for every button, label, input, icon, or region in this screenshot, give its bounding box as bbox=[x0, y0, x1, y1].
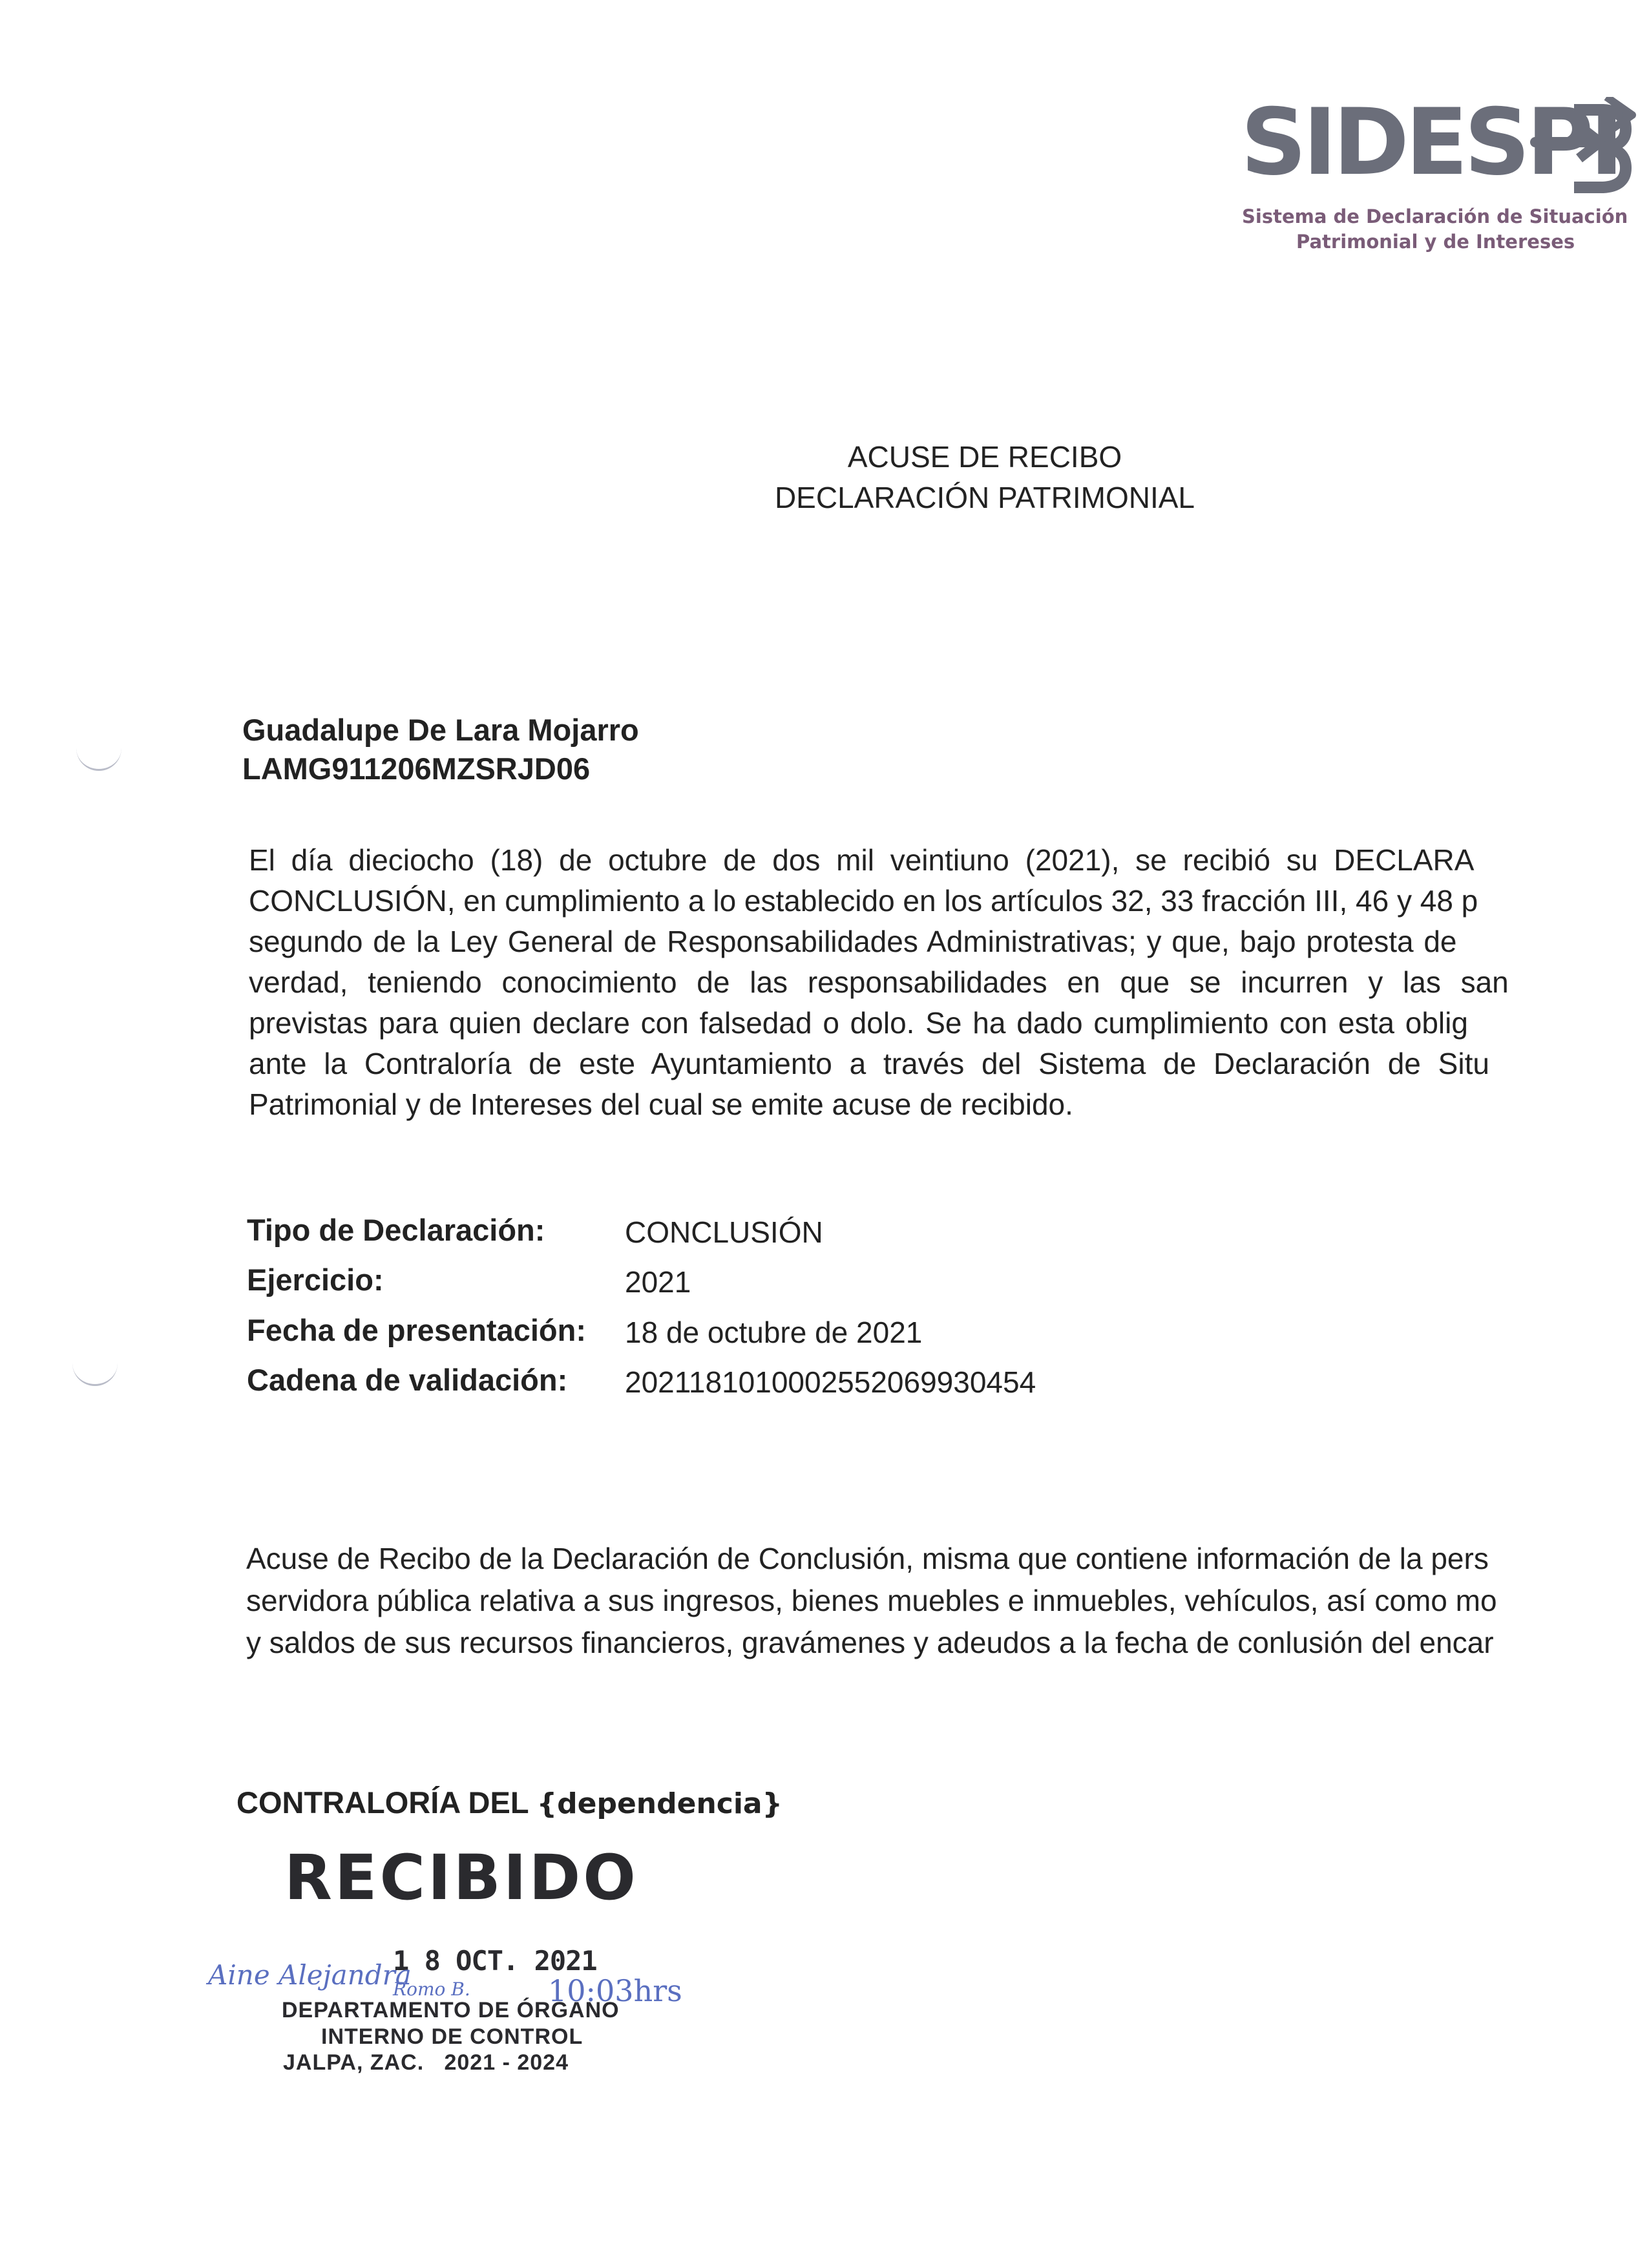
logo-wordmark: SIDESPI bbox=[1241, 89, 1621, 196]
title-line2: DECLARACIÓN PATRIMONIAL bbox=[774, 481, 1195, 514]
body-line: previstas para quien declare con falsedad o dolo. Se ha dado cumplimiento con esta oblig bbox=[249, 1006, 1468, 1040]
contraloria-dependencia: {dependencia} bbox=[536, 1787, 782, 1820]
field-value: 2021181010002552069930454 bbox=[625, 1365, 1036, 1399]
body-line: verdad, teniendo conocimiento de las responsabilidades en que se incurren y las san bbox=[249, 965, 1509, 999]
footer-paragraph bbox=[246, 1538, 1649, 1664]
handwritten-time: 10:03hrs bbox=[548, 1973, 682, 2008]
declarant-name: Guadalupe De Lara Mojarro bbox=[242, 713, 639, 747]
logo-arrow-icon bbox=[1529, 97, 1639, 200]
document-title bbox=[646, 437, 1323, 518]
body-line: El día dieciocho (18) de octubre de dos mil veintiuno (2021), se recibió su DECLARA bbox=[249, 843, 1475, 877]
footer-line: servidora pública relativa a sus ingresos, bienes muebles e inmuebles, vehículos, así como mo bbox=[246, 1584, 1497, 1617]
field-value: 2021 bbox=[625, 1265, 691, 1299]
field-label: Tipo de Declaración: bbox=[247, 1213, 545, 1247]
stamp-line1: DEPARTAMENTO DE ÓRGANO bbox=[282, 1998, 620, 2022]
body-line: segundo de la Ley General de Responsabilidades Administrativas; y que, bajo protesta de bbox=[249, 925, 1457, 958]
field-label: Ejercicio: bbox=[247, 1263, 384, 1297]
field-label: Fecha de presentación: bbox=[247, 1313, 586, 1347]
stamp-line2: INTERNO DE CONTROL bbox=[321, 2024, 583, 2049]
field-value: 18 de octubre de 2021 bbox=[625, 1316, 923, 1349]
footer-line: Acuse de Recibo de la Declaración de Conclusión, misma que contiene información de la pers bbox=[246, 1542, 1489, 1575]
body-paragraph bbox=[249, 840, 1649, 1125]
stamp-line3: JALPA, ZAC. 2021 - 2024 bbox=[283, 2050, 569, 2075]
logo-subtitle-line2: Patrimonial y de Intereses bbox=[1296, 231, 1575, 253]
handwritten-name: Aine Alejandra bbox=[208, 1959, 412, 1991]
title-line1: ACUSE DE RECIBO bbox=[847, 440, 1122, 474]
body-line: Patrimonial y de Intereses del cual se emite acuse de recibido. bbox=[249, 1087, 1073, 1121]
stamp-date: 1 8 OCT. 2021 bbox=[393, 1945, 597, 1977]
body-line: ante la Contraloría de este Ayuntamiento a través del Sistema de Declaración de Situ bbox=[249, 1047, 1489, 1080]
contraloria-heading bbox=[236, 1785, 782, 1820]
stamp-recibido: RECIBIDO bbox=[284, 1842, 638, 1914]
contraloria-prefix: CONTRALORÍA DEL bbox=[236, 1785, 537, 1820]
declarant-rfc: LAMG911206MZSRJD06 bbox=[242, 751, 591, 786]
logo-subtitle-line1: Sistema de Declaración de Situación bbox=[1242, 205, 1628, 227]
punch-hole-mark bbox=[72, 1358, 118, 1386]
declarant-block bbox=[242, 711, 639, 788]
field-label: Cadena de validación: bbox=[247, 1363, 568, 1397]
footer-line: y saldos de sus recursos financieros, gravámenes y adeudos a la fecha de conlusión del encar bbox=[246, 1626, 1494, 1659]
field-value: CONCLUSIÓN bbox=[625, 1215, 823, 1249]
body-line: CONCLUSIÓN, en cumplimiento a lo establecido en los artículos 32, 33 fracción III, 46 y 48 p bbox=[249, 884, 1478, 918]
sidespi-logo bbox=[1228, 89, 1641, 258]
punch-hole-mark bbox=[76, 743, 121, 771]
handwritten-surname: Romo B. bbox=[393, 1979, 470, 2000]
